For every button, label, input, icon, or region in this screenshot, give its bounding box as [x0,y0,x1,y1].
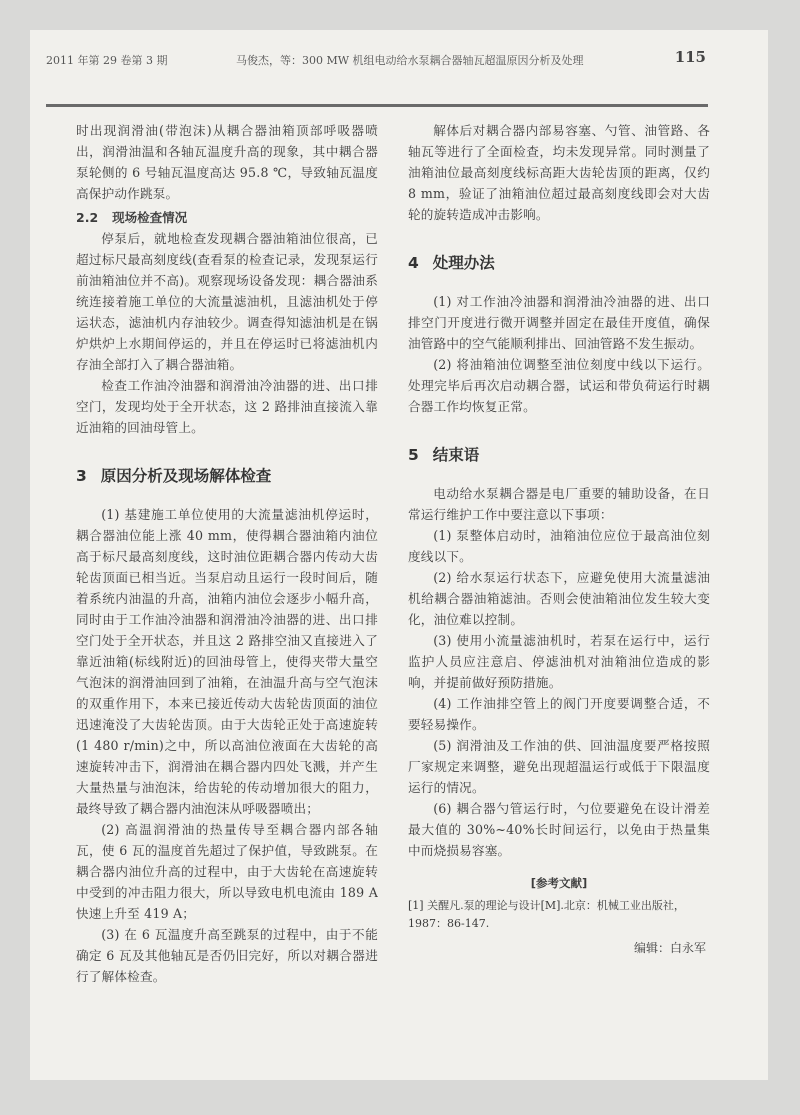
right-column [408,120,710,956]
section-title: 原因分析及现场解体检查 [100,467,272,485]
paragraph: (1) 对工作油冷油器和润滑油冷油器的进、出口排空门开度进行微开调整并固定在最佳开度值，确保油管路中的空气能顺利排出、回油管路不发生振动。 [408,294,710,351]
paragraph: 停泵后，就地检查发现耦合器油箱油位很高，已超过标尺最高刻度线(查看泵的检查记录，发现泵运行前油箱油位并不高)。观察现场设备发现：耦合器油系统连接着施工单位的大流量滤油机，且滤油机处于停运状态，滤油机内存油较少。调查得知滤油机是在锅炉烘炉上水期间停运的，并且在停运时已将滤油机内存油全部打入了耦合器油箱。 [76,231,378,372]
running-title: 马俊杰，等：300 MW 机组电动给水泵耦合器轴瓦超温原因分析及处理 [236,54,584,67]
paragraph: (5) 润滑油及工作油的供、回油温度要严格按照厂家规定来调整，避免出现超温运行或低于下限温度运行的情况。 [408,738,710,795]
paragraph: (2) 高温润滑油的热量传导至耦合器内部各轴瓦，使 6 瓦的温度首先超过了保护值，导致跳泵。在耦合器内油位升高的过程中，由于大齿轮在高速旋转中受到的冲击阻力很大，所以导致电机电流由 189 A 快速上升至 419 A； [76,822,378,921]
subsection-title: 现场检查情况 [112,210,188,225]
page-number: 115 [674,48,706,66]
journal-issue: 2011 年第 29 卷第 3 期 [46,54,168,67]
paragraph: 时出现润滑油(带泡沫)从耦合器油箱顶部呼吸器喷出，润滑油温和各轴瓦温度升高的现象，其中耦合器泵轮侧的 6 号轴瓦温度高达 95.8 ℃，导致轴瓦温度高保护动作跳泵。 [76,123,378,201]
section-heading [76,464,378,486]
paragraph: (2) 将油箱油位调整至油位刻度中线以下运行。处理完毕后再次启动耦合器，试运和带负荷运行时耦合器工作均恢复正常。 [408,357,710,414]
section-number: 4 [408,254,419,272]
reference-item: [1] 关醒凡.泵的理论与设计[M].北京：机械工业出版社，1987：86-147. [408,899,685,930]
paragraph: 检查工作油冷油器和润滑油冷油器的进、出口排空门，发现均处于全开状态，这 2 路排油直接流入靠近油箱的回油母管上。 [76,378,378,435]
section-title: 结束语 [432,446,480,464]
paragraph: (4) 工作油排空管上的阀门开度要调整合适，不要轻易操作。 [408,696,710,732]
header-rule [46,104,708,107]
paragraph: (6) 耦合器勺管运行时，勺位要避免在设计滑差最大值的 30%~40%长时间运行，以免由于热量集中而烧损易容塞。 [408,801,710,858]
section-heading [408,443,710,465]
left-column [76,120,378,987]
section-heading [408,251,710,273]
subsection-number: 2.2 [76,210,99,225]
editor-credit: 编辑：白永军 [633,941,706,955]
paragraph: 解体后对耦合器内部易容塞、勺管、油管路、各轴瓦等进行了全面检查，均未发现异常。同时测量了油箱油位最高刻度线标高距大齿轮齿顶的距离，仅约 8 mm，验证了油箱油位超过最高刻度线即会对大齿轮的旋转造成冲击影响。 [408,123,710,222]
section-number: 5 [408,446,419,464]
references-heading: [参考文献] [530,876,588,890]
paragraph: (3) 在 6 瓦温度升高至跳泵的过程中，由于不能确定 6 瓦及其他轴瓦是否仍旧完好，所以对耦合器进行了解体检查。 [76,927,378,984]
page-header [46,48,706,88]
paragraph: 电动给水泵耦合器是电厂重要的辅助设备，在日常运行维护工作中要注意以下事项： [408,486,710,522]
references-list [408,897,710,933]
paragraph: (3) 使用小流量滤油机时，若泵在运行中，运行监护人员应注意启、停滤油机对油箱油位造成的影响，并提前做好预防措施。 [408,633,710,690]
paragraph: (1) 基建施工单位使用的大流量滤油机停运时，耦合器油位能上涨 40 mm，使得耦合器油箱内油位高于标尺最高刻度线，这时油位距耦合器内传动大齿轮齿顶面已相当近。当泵启动且运行一段时间后，随着系统内油温的升高，油箱内油位会逐步小幅升高，同时由于工作油冷油器和润滑油冷油器的进、出口排空门处于全开状态，并且这 2 路排空油又直接进入了靠近油箱(标线附近)的回油母管上，使得夹带大量空气泡沫的润滑油回到了油箱，在油温升高与空气泡沫的双重作用下，本来已接近传动大齿轮齿顶面的油位迅速淹没了大齿轮齿顶。由于大齿轮正处于高速旋转(1 480 r/min)之中，所以高油位液面在大齿轮的高速旋转冲击下，润滑油在耦合器内四处飞溅，并产生大量热量与油泡沫，给齿轮的传动增加很大的阻力，最终导致了耦合器内油泡沫从呼吸器喷出； [76,507,378,816]
paragraph: (2) 给水泵运行状态下，应避免使用大流量滤油机给耦合器油箱滤油。否则会使油箱油位发生较大变化，油位难以控制。 [408,570,710,627]
section-title: 处理办法 [432,254,495,272]
section-number: 3 [76,467,87,485]
paragraph: (1) 泵整体启动时，油箱油位应位于最高油位刻度线以下。 [408,528,710,564]
subsection-heading [76,208,378,226]
